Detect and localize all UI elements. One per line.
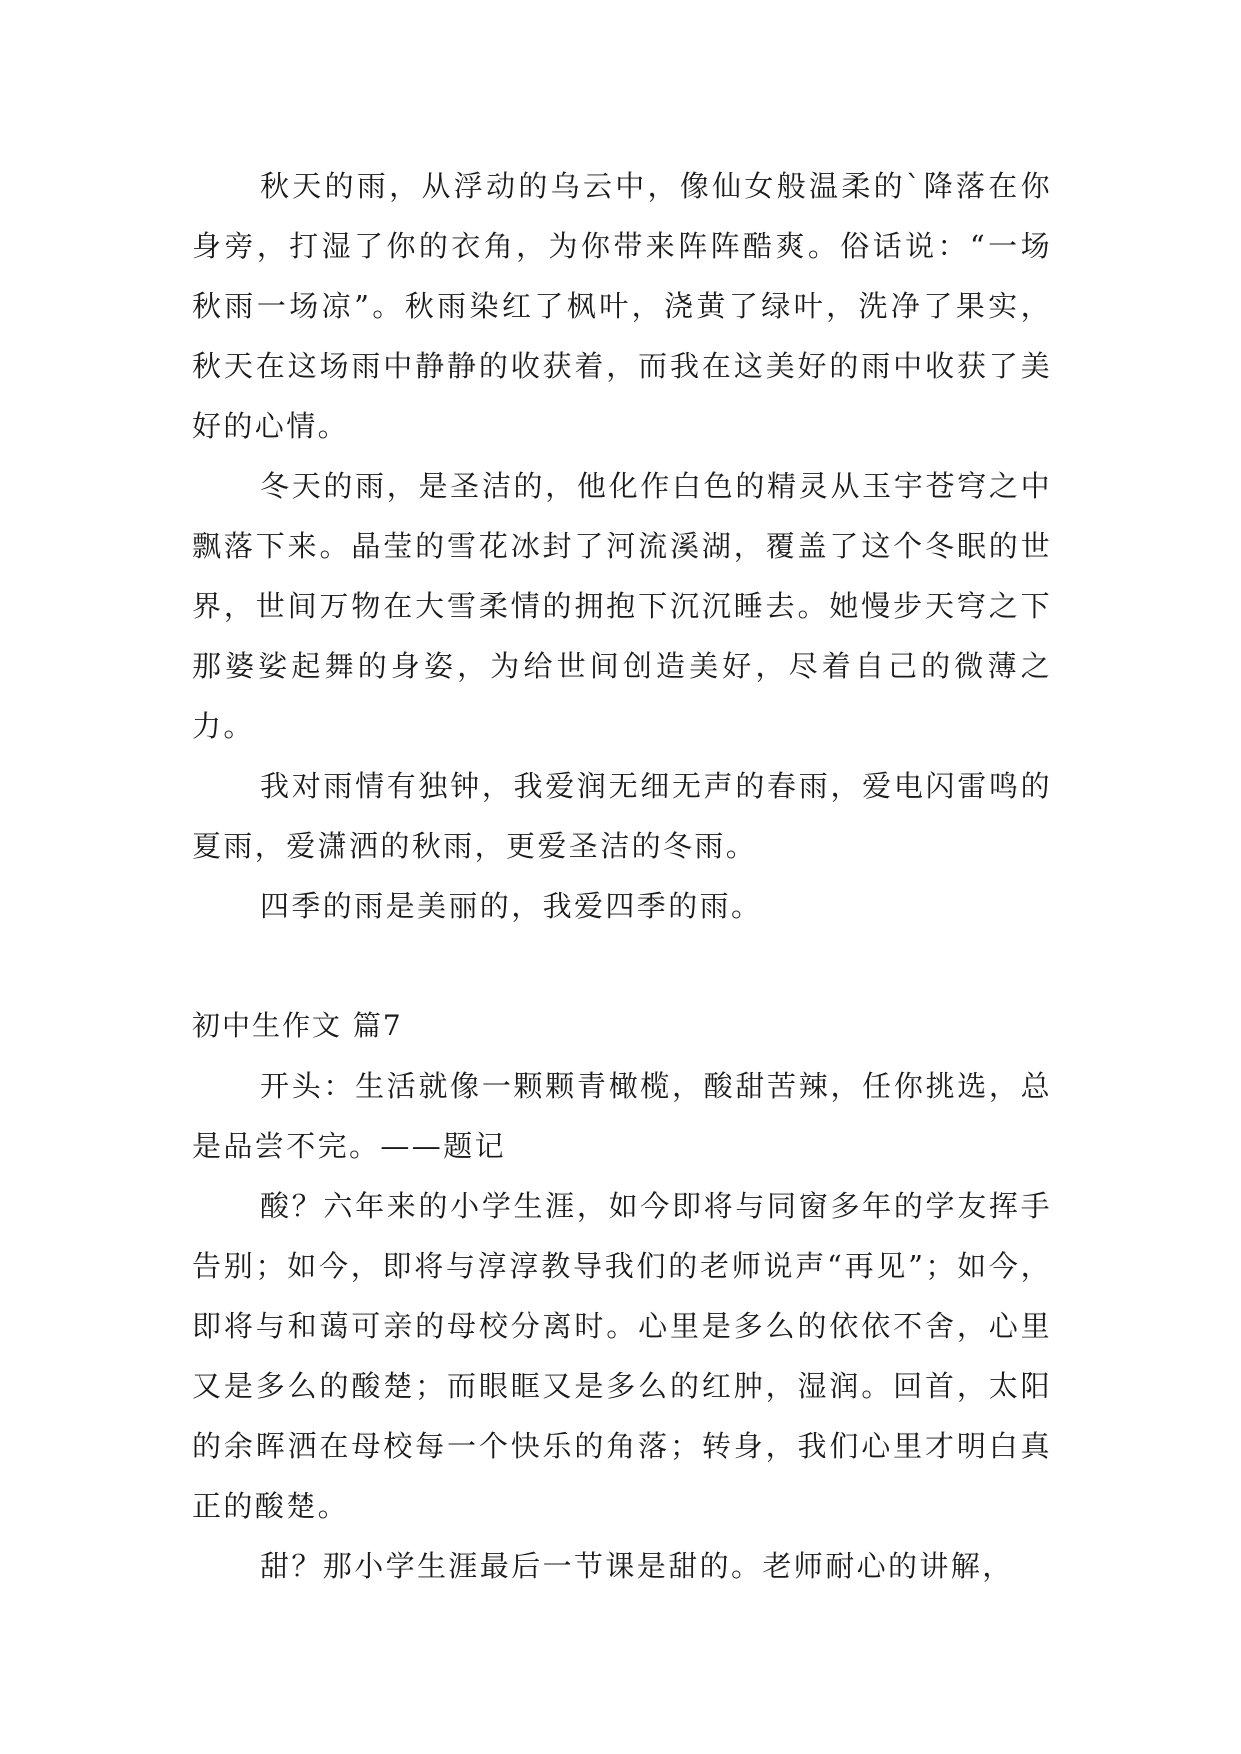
- paragraph-winter-rain: 冬天的雨，是圣洁的，他化作白色的精灵从玉宇苍穹之中飘落下来。晶莹的雪花冰封了河流溪湖，覆盖了这个冬眠的世界，世间万物在大雪柔情的拥抱下沉沉睡去。她慢步天穹之下那婆娑起舞的身姿，为给世间创造美好，尽着自己的微薄之力。: [192, 469, 1052, 743]
- paragraph-four-seasons: 四季的雨是美丽的，我爱四季的雨。: [260, 889, 763, 923]
- paragraph-sweet: 甜？那小学生涯最后一节课是甜的。老师耐心的讲解，: [260, 1549, 1014, 1583]
- paragraph-autumn-rain: 秋天的雨，从浮动的乌云中，像仙女般温柔的`降落在你身旁，打湿了你的衣角，为你带来阵阵酷爽。俗话说：“一场秋雨一场凉”。秋雨染红了枫叶，浇黄了绿叶，洗净了果实，秋天在这场雨中静静的收获着，而我在这美好的雨中收获了美好的心情。: [192, 169, 1052, 443]
- paragraph-sour: 酸？六年来的小学生涯，如今即将与同窗多年的学友挥手告别；如今，即将与淳淳教导我们的老师说声“再见”；如今，即将与和蔼可亲的母校分离时。心里是多么的依依不舍，心里又是多么的酸楚；而眼眶又是多么的红肿，湿润。回首，太阳的余晖洒在母校每一个快乐的角落；转身，我们心里才明白真正的酸楚。: [192, 1189, 1052, 1523]
- document-page: [192, 156, 1052, 1596]
- paragraph-opening: 开头：生活就像一颗颗青橄榄，酸甜苦辣，任你挑选，总是品尝不完。——题记: [192, 1069, 1052, 1163]
- paragraph-love-rain: 我对雨情有独钟，我爱润无细无声的春雨，爱电闪雷鸣的夏雨，爱潇洒的秋雨，更爱圣洁的冬雨。: [192, 769, 1052, 863]
- essay-heading: 初中生作文 篇7: [192, 1009, 403, 1042]
- section-gap: [192, 936, 1052, 996]
